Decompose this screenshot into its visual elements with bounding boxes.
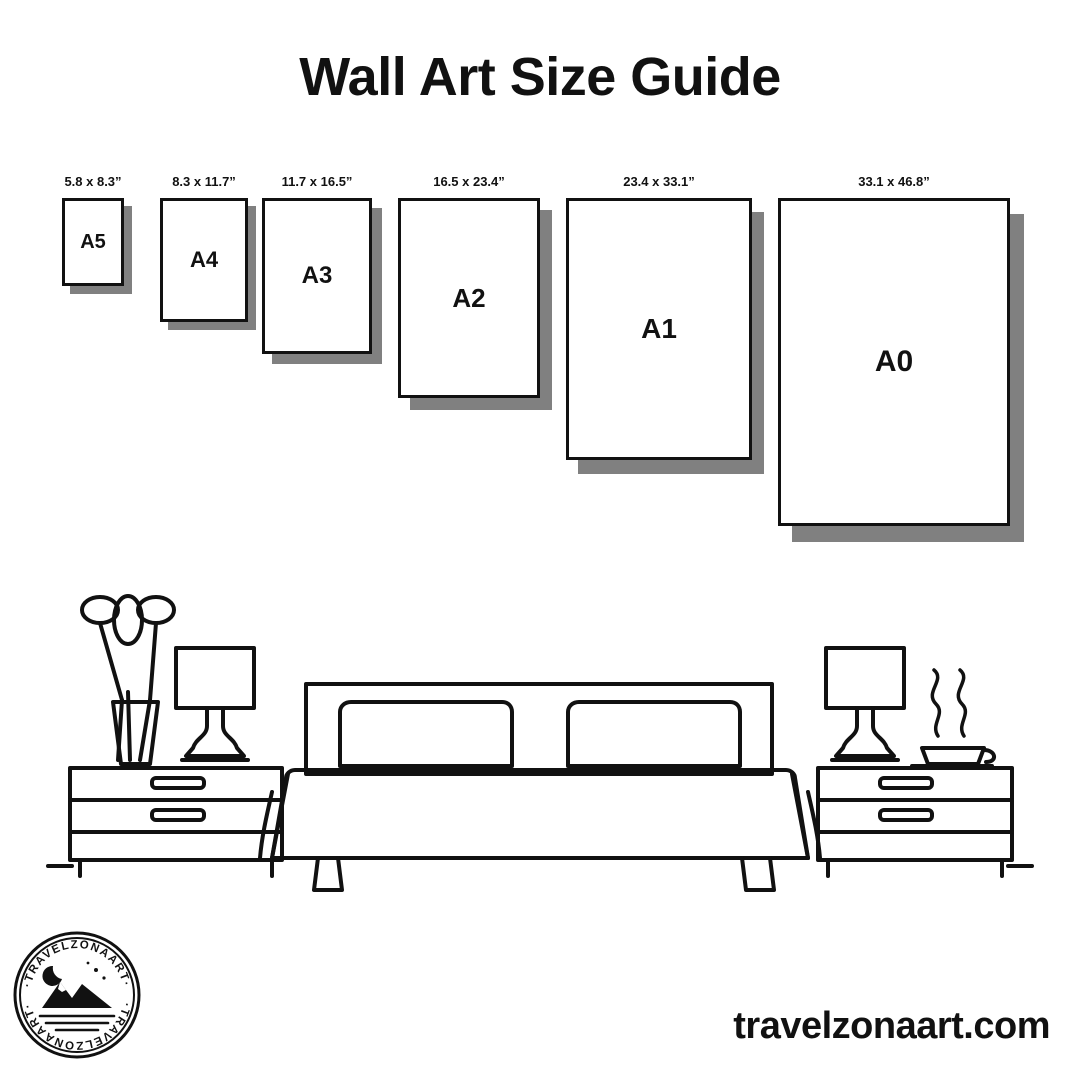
coffee-cup-icon bbox=[912, 670, 994, 766]
frame-label-a4: A4 bbox=[189, 247, 219, 272]
frame-dimension-a0: 33.1 x 46.8” bbox=[858, 174, 930, 189]
logo-ground-lines bbox=[40, 1016, 114, 1030]
frame-box-a3[interactable] bbox=[262, 198, 372, 354]
frame-group-a1 bbox=[566, 170, 752, 482]
bed-icon bbox=[260, 684, 820, 890]
frame-box-a1[interactable] bbox=[566, 198, 752, 460]
vase-with-plant-icon bbox=[82, 596, 174, 764]
mountain-moon-icon bbox=[42, 962, 112, 1008]
frame-label-a3: A3 bbox=[301, 262, 333, 289]
frame-box-a2[interactable] bbox=[398, 198, 540, 398]
frame-box-a4[interactable] bbox=[160, 198, 248, 322]
bedroom-illustration bbox=[0, 560, 1080, 920]
website-url[interactable]: travelzonaart.com bbox=[733, 1005, 1050, 1047]
logo-bottom-text: ·TRAVELZONAART· bbox=[21, 1001, 133, 1052]
frame-group-a3 bbox=[262, 170, 372, 370]
frame-label-a1: A1 bbox=[641, 313, 677, 344]
logo-top-text: ·TRAVELZONAART· bbox=[21, 938, 133, 989]
page-title: Wall Art Size Guide bbox=[299, 47, 781, 107]
brand-logo[interactable] bbox=[12, 930, 142, 1060]
frame-dimension-a4: 8.3 x 11.7” bbox=[172, 174, 236, 189]
frame-group-a2 bbox=[398, 170, 540, 418]
frame-dimension-a3: 11.7 x 16.5” bbox=[281, 174, 353, 189]
frame-group-a5 bbox=[62, 170, 124, 300]
frame-dimension-a1: 23.4 x 33.1” bbox=[623, 174, 695, 189]
frame-group-a0 bbox=[778, 170, 1010, 550]
right-nightstand-icon bbox=[818, 768, 1012, 876]
frame-group-a4 bbox=[160, 170, 248, 338]
frame-label-a2: A2 bbox=[452, 282, 486, 313]
frame-size-chart bbox=[0, 170, 1080, 590]
frame-dimension-a2: 16.5 x 23.4” bbox=[433, 174, 505, 189]
right-table-lamp-icon bbox=[826, 648, 904, 760]
frame-label-a5: A5 bbox=[80, 230, 106, 253]
left-table-lamp-icon bbox=[176, 648, 254, 760]
frame-label-a0: A0 bbox=[874, 345, 914, 378]
frame-dimension-a5: 5.8 x 8.3” bbox=[64, 174, 122, 189]
frame-box-a5[interactable] bbox=[62, 198, 124, 286]
left-nightstand-icon bbox=[70, 768, 282, 876]
frame-box-a0[interactable] bbox=[778, 198, 1010, 526]
